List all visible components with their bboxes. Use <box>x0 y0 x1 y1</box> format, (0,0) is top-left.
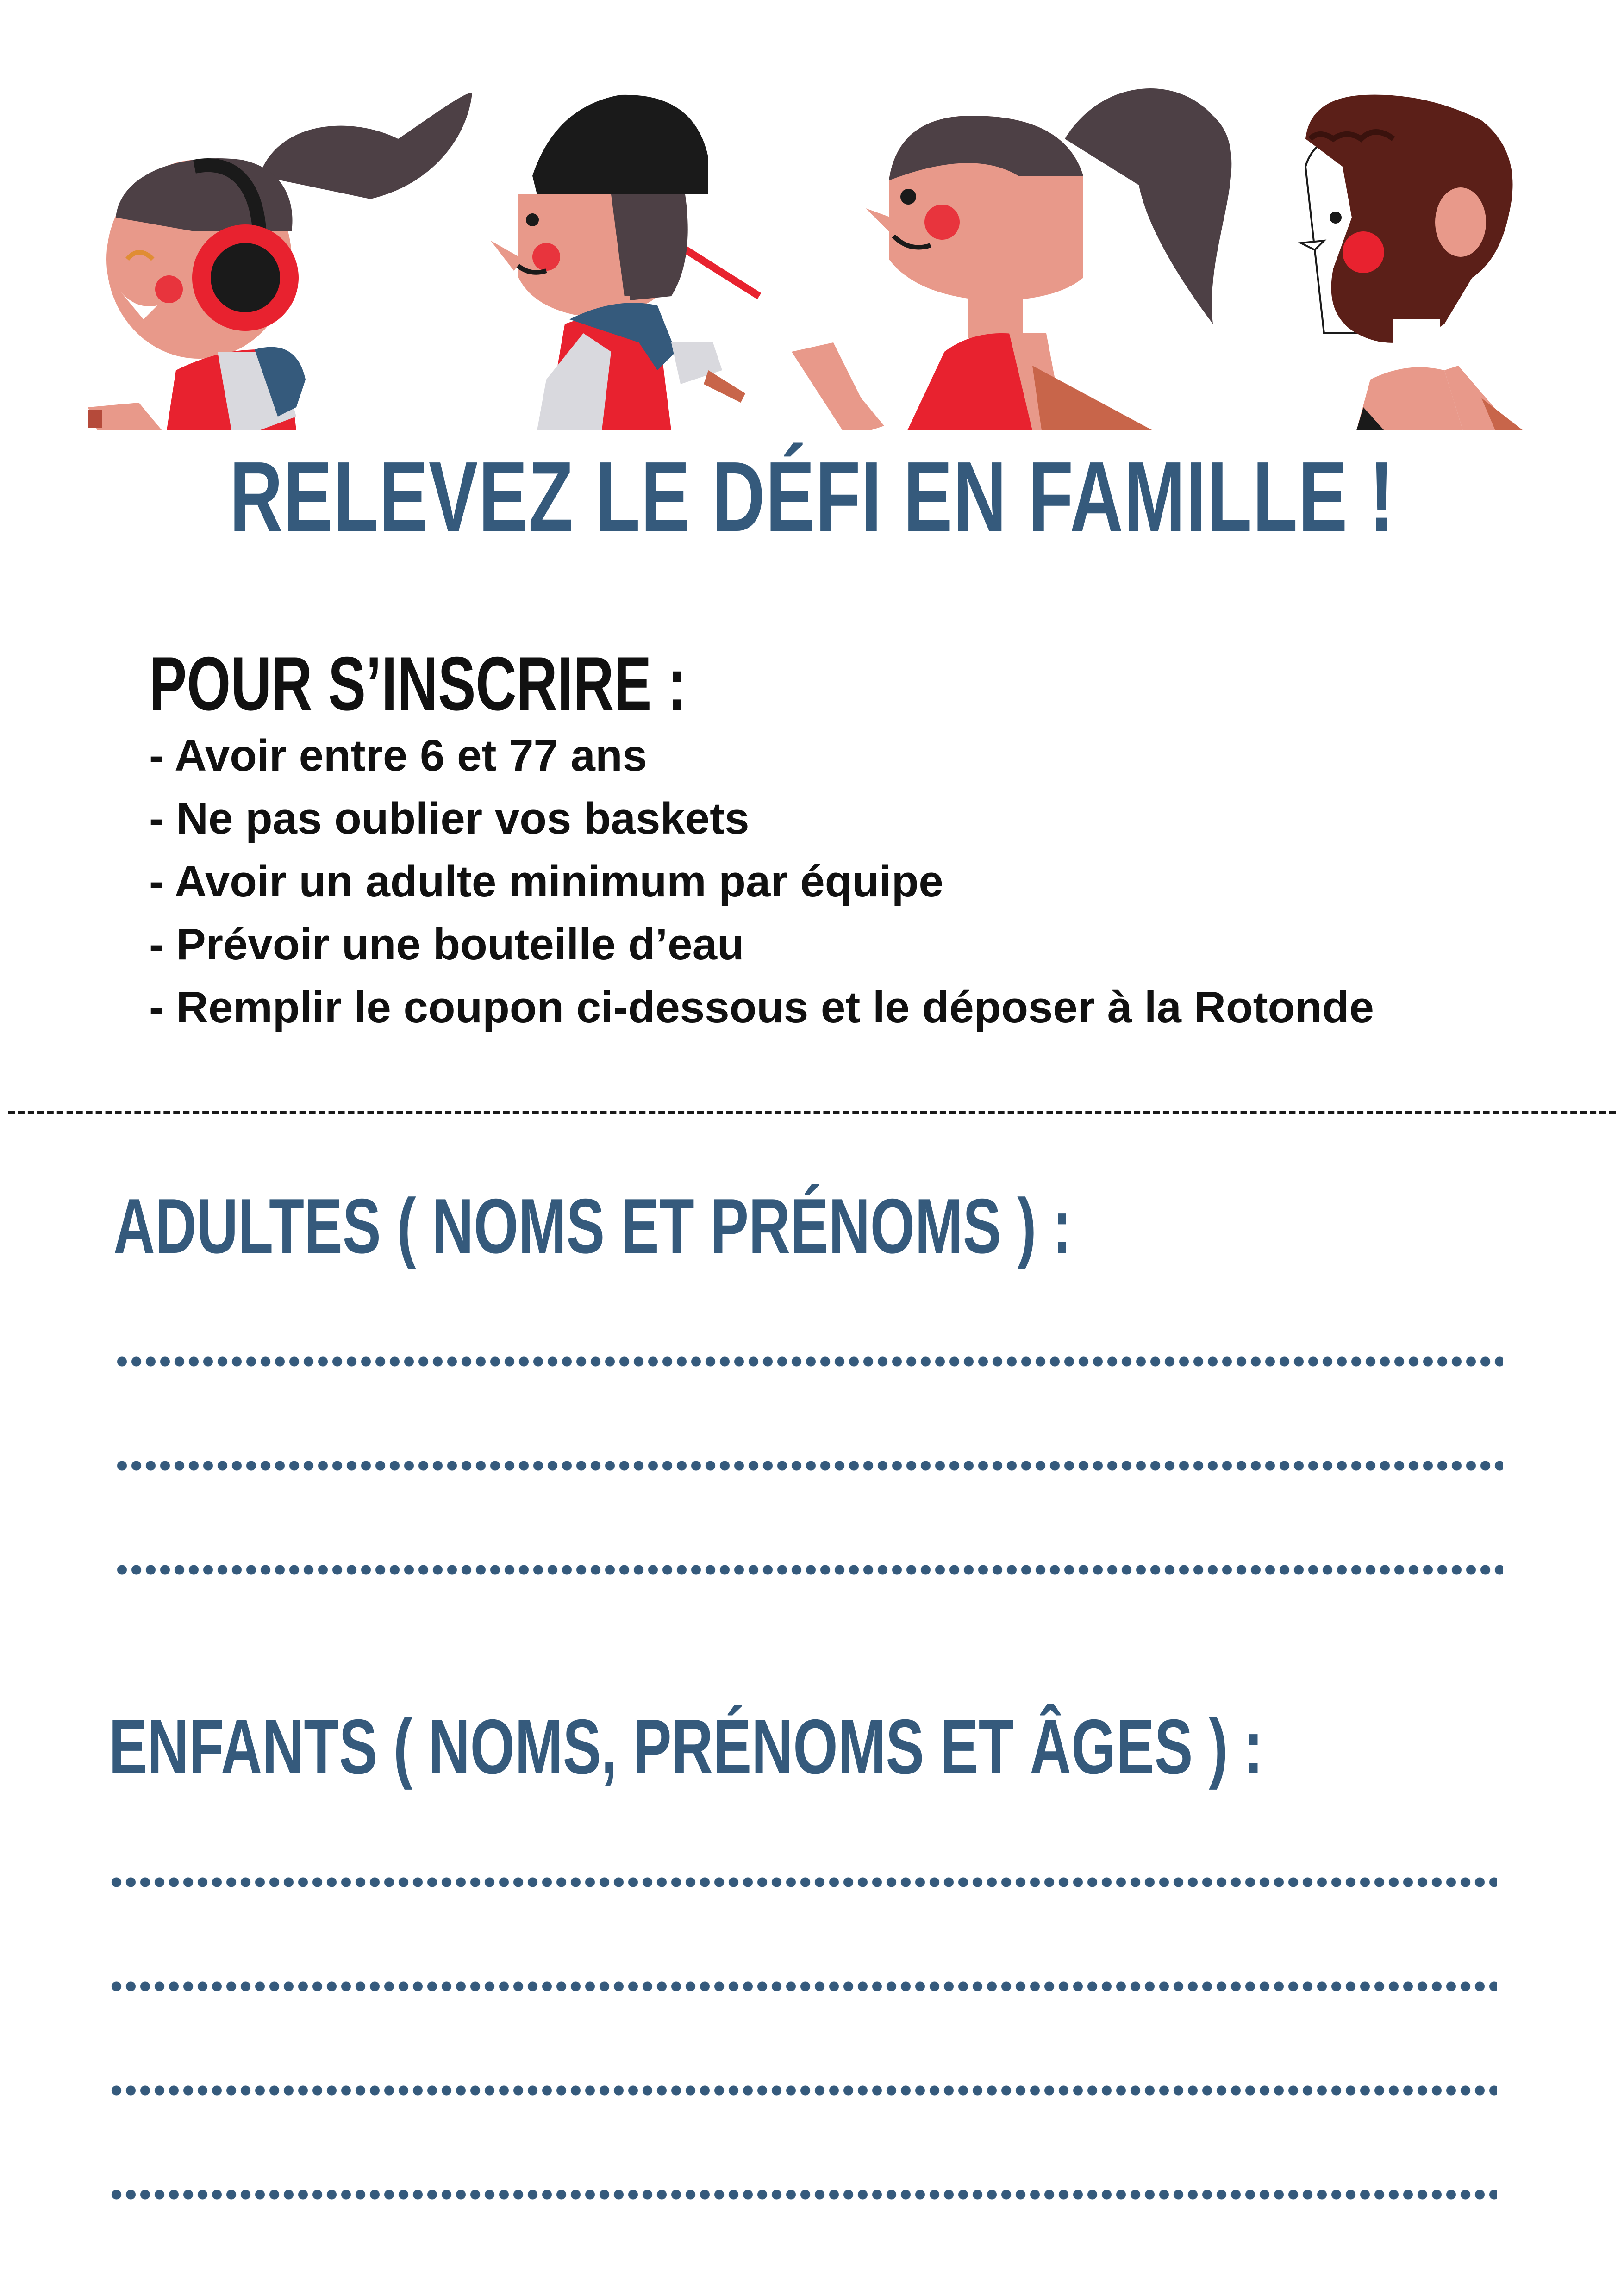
adults-section-heading: ADULTES ( NOMS ET PRÉNOMS ) : <box>113 1182 1072 1269</box>
registration-heading: POUR S’INSCRIRE : <box>149 641 687 726</box>
requirements-list <box>149 724 1374 1039</box>
children-section-heading: ENFANTS ( NOMS, PRÉNOMS ET ÂGES ) : <box>109 1703 1263 1790</box>
requirement-item: - Remplir le coupon ci-dessous et le déposer à la Rotonde <box>149 983 1374 1032</box>
girl-with-headphones-figure <box>88 93 472 430</box>
boy-with-cap-figure <box>491 95 759 430</box>
child-name-line[interactable] <box>109 2085 1497 2096</box>
adult-name-line[interactable] <box>115 1564 1503 1575</box>
bearded-man-figure <box>1301 95 1523 430</box>
requirement-item: - Prévoir une bouteille d’eau <box>149 920 744 969</box>
page-title: RELEVEZ LE DÉFI EN FAMILLE ! <box>229 441 1395 552</box>
family-runners-illustration <box>0 0 1624 430</box>
requirement-item: - Avoir entre 6 et 77 ans <box>149 731 647 780</box>
child-name-line[interactable] <box>109 1981 1497 1992</box>
child-name-line[interactable] <box>109 1877 1497 1888</box>
requirement-item: - Avoir un adulte minimum par équipe <box>149 857 943 906</box>
requirement-item: - Ne pas oublier vos baskets <box>149 794 750 843</box>
cut-here-dashed-line <box>8 1111 1616 1114</box>
adult-name-line[interactable] <box>115 1356 1503 1367</box>
child-name-line[interactable] <box>109 2189 1497 2200</box>
adult-name-line[interactable] <box>115 1460 1503 1471</box>
woman-with-ponytail-figure <box>792 88 1231 430</box>
